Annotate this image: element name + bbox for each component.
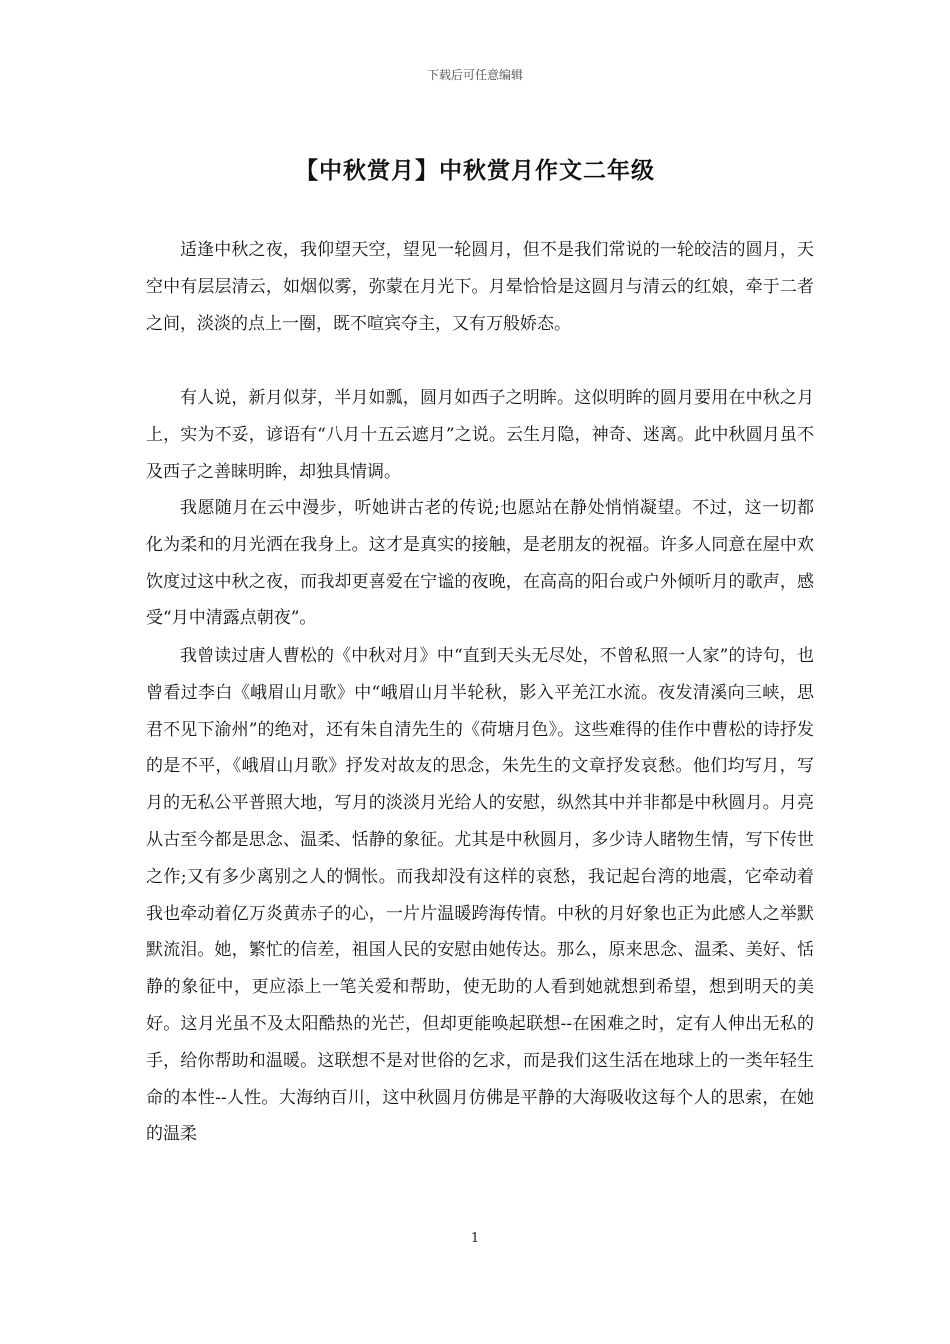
page-number: 1	[470, 1231, 480, 1246]
paragraph-1: 适逢中秋之夜，我仰望天空，望见一轮圆月，但不是我们常说的一轮皎洁的圆月，天空中有层层清云，如烟似雾，弥蒙在月光下。月晕恰恰是这圆月与清云的红娘，牵于二者之间，淡淡的点上一圈，既不喧宾夺主，又有万般娇态。	[146, 240, 814, 334]
paragraph-3: 我愿随月在云中漫步，听她讲古老的传说;也愿站在静处悄悄凝望。不过，这一切都化为柔和的月光洒在我身上。这才是真实的接触，是老朋友的祝福。许多人同意在屋中欢饮度过这中秋之夜，而我却更喜爱在宁谧的夜晚，在高高的阳台或户外倾听月的歌声，感受“月中清露点朝夜”。	[146, 498, 814, 629]
paragraph-4: 我曾读过唐人曹松的《中秋对月》中“直到天头无尽处，不曾私照一人家”的诗句，也曾看过李白《峨眉山月歌》中“峨眉山月半轮秋，影入平羌江水流。夜发清溪向三峡，思君不见下渝州”的绝对，还有朱自清先生的《荷塘月色》。这些难得的佳作中曹松的诗抒发的是不平，《峨眉山月歌》抒发对故友的思念，朱先生的文章抒发哀愁。他们均写月，写月的无私公平普照大地，写月的淡淡月光给人的安慰，纵然其中并非都是中秋圆月。月亮从古至今都是思念、温柔、恬静的象征。尤其是中秋圆月，多少诗人睹物生情，写下传世之作;又有多少离别之人的惆怅。而我却没有这样的哀愁，我记起台湾的地震，它牵动着我也牵动着亿万炎黄赤子的心，一片片温暖跨海传情。中秋的月好象也正为此感人之举默默流泪。她，繁忙的信差，祖国人民的安慰由她传达。那么，原来思念、温柔、美好、恬静的象征中，更应添上一笔关爱和帮助，使无助的人看到她就想到希望，想到明天的美好。这月光虽不及太阳酷热的光芒，但却更能唤起联想--在困难之时，定有人伸出无私的手，给你帮助和温暖。这联想不是对世俗的乞求，而是我们这生活在地球上的一类年轻生命的本性--人性。大海纳百川，这中秋圆月仿佛是平静的大海吸收这每个人的思索，在她的温柔	[146, 646, 814, 1145]
paragraph-2: 有人说，新月似芽，半月如瓢，圆月如西子之明眸。这似明眸的圆月要用在中秋之月上，实为不妥，谚语有“八月十五云遮月”之说。云生月隐，神奇、迷离。此中秋圆月虽不及西子之善睐明眸，却独具情调。	[146, 388, 814, 482]
document-title: 【中秋赏月】中秋赏月作文二年级	[295, 157, 655, 184]
header-note: 下载后可任意编辑	[426, 68, 523, 82]
